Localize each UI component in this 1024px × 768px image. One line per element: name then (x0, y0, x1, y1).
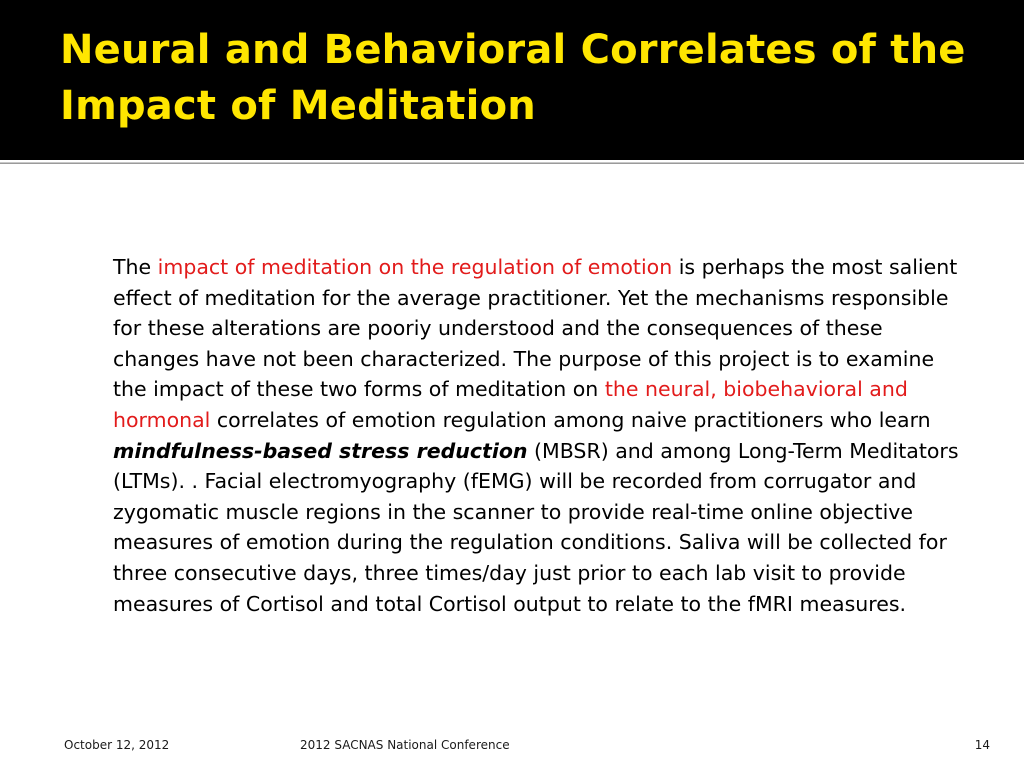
body-paragraph (113, 252, 963, 619)
highlight-emotion-regulation: impact of meditation on the regulation of emotion (157, 255, 673, 279)
highlight-correlates: the neural, biobehavioral and hormonal (113, 377, 908, 432)
body-text-segment: The (113, 255, 158, 279)
footer-conference: 2012 SACNAS National Conference (300, 738, 510, 752)
title-divider (0, 162, 1024, 164)
emphasis-mbsr: mindfulness-based stress reduction (113, 438, 528, 463)
body-text-segment: is perhaps the most salient effect of meditation for the average practitioner. Yet the mechanisms responsible for these alterations are pooriy understood and the consequences of these changes have not been characterized. The purpose of this project is to examine the impact of these two forms of meditation on (113, 255, 958, 402)
title-bar (0, 0, 1024, 160)
body-text-segment: correlates of emotion regulation among naive practitioners who learn (210, 407, 931, 432)
slide-title: Neural and Behavioral Correlates of the Impact of Meditation (60, 27, 966, 129)
body-text-segment: (MBSR) and among Long-Term Meditators (LTMs). . Facial electromyography (fEMG) will be recorded from corrugator and zygomatic muscle regions in the scanner to provide real-time online objective measures of emotion during the regulation conditions. Saliva will be collected for three consecutive days, three times/day just prior to each lab visit to provide measures of Cortisol and total Cortisol output to relate to the fMRI measures. (113, 438, 959, 616)
footer-date: October 12, 2012 (64, 738, 170, 752)
footer-page-number: 14 (974, 738, 990, 752)
